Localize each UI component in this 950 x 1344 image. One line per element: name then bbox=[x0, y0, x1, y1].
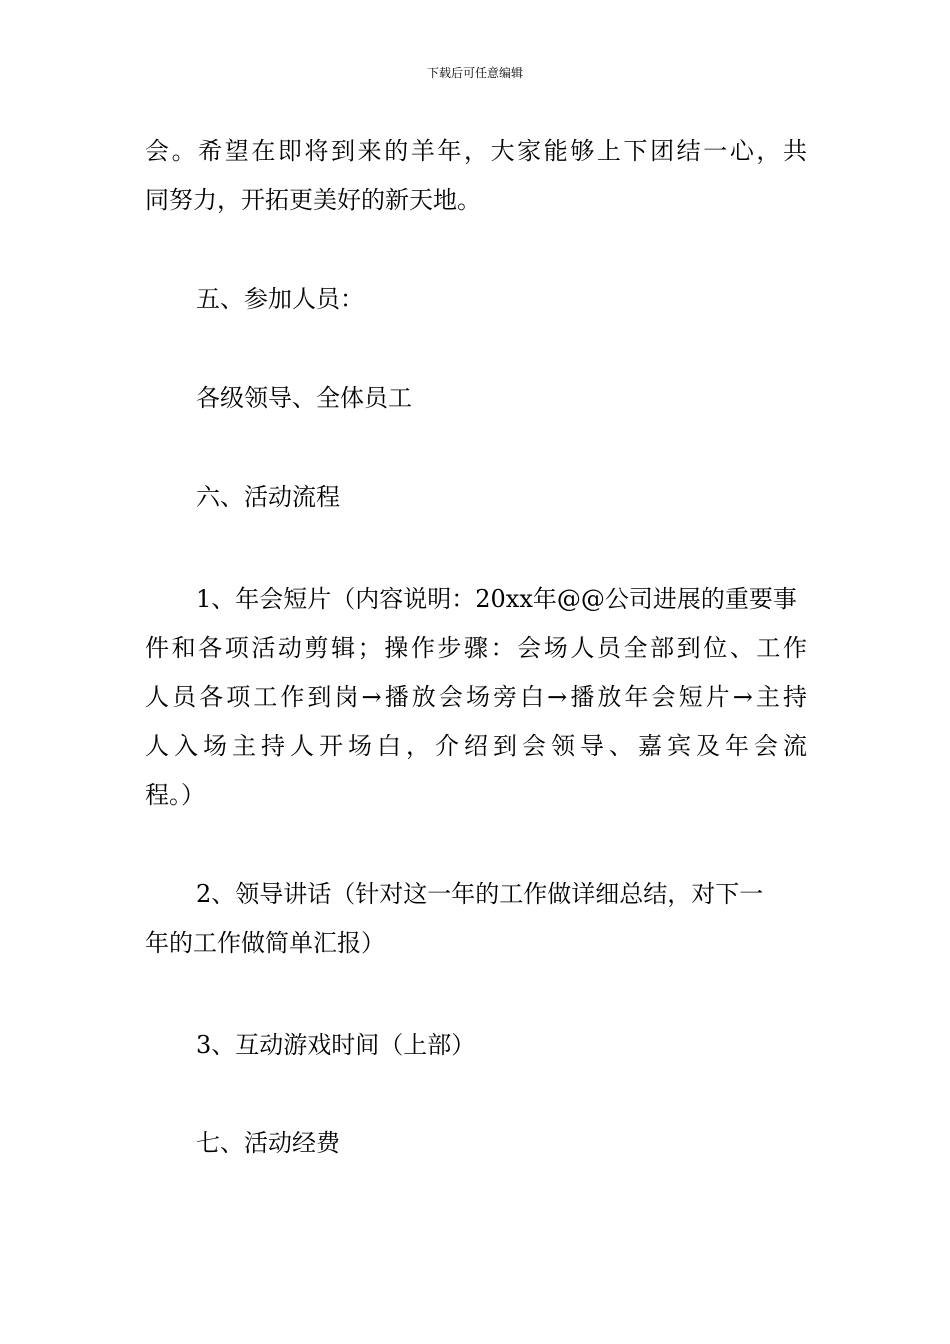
section-heading-process bbox=[145, 473, 807, 522]
list-item-leader-speech bbox=[145, 870, 807, 968]
paragraph-closing-wish bbox=[145, 127, 807, 225]
heading-text: 六、活动流程 bbox=[196, 483, 340, 511]
section-heading-budget bbox=[145, 1119, 807, 1168]
heading-text: 七、活动经费 bbox=[196, 1129, 340, 1157]
heading-text: 五、参加人员： bbox=[196, 285, 364, 313]
paragraph-line: 程。） bbox=[145, 781, 205, 809]
paragraph-line: 会。希望在即将到来的羊年，大家能够上下团结一心，共 bbox=[145, 137, 807, 165]
section-heading-participants bbox=[145, 275, 807, 324]
list-item-interactive-games bbox=[145, 1021, 807, 1070]
paragraph-line: 人入场主持人开场白，介绍到会领导、嘉宾及年会流 bbox=[145, 732, 807, 760]
paragraph-line: 2、领导讲话（针对这一年的工作做详细总结，对下一 bbox=[196, 880, 764, 908]
paragraph-line: 同努力，开拓更美好的新天地。 bbox=[145, 186, 481, 214]
paragraph-line: 年的工作做简单汇报） bbox=[145, 929, 385, 957]
paragraph-line: 人员各项工作到岗→播放会场旁白→播放年会短片→主持 bbox=[145, 683, 807, 711]
paragraph-line: 件和各项活动剪辑；操作步骤：会场人员全部到位、工作 bbox=[145, 634, 807, 662]
paragraph-line: 各级领导、全体员工 bbox=[196, 384, 412, 412]
paragraph-participants bbox=[145, 374, 807, 423]
paragraph-line: 1、年会短片（内容说明：20xx年@@公司进展的重要事 bbox=[196, 585, 797, 613]
paragraph-line: 3、互动游戏时间（上部） bbox=[196, 1031, 476, 1059]
list-item-annual-video bbox=[145, 575, 807, 820]
header-note: 下载后可任意编辑 bbox=[426, 66, 523, 80]
